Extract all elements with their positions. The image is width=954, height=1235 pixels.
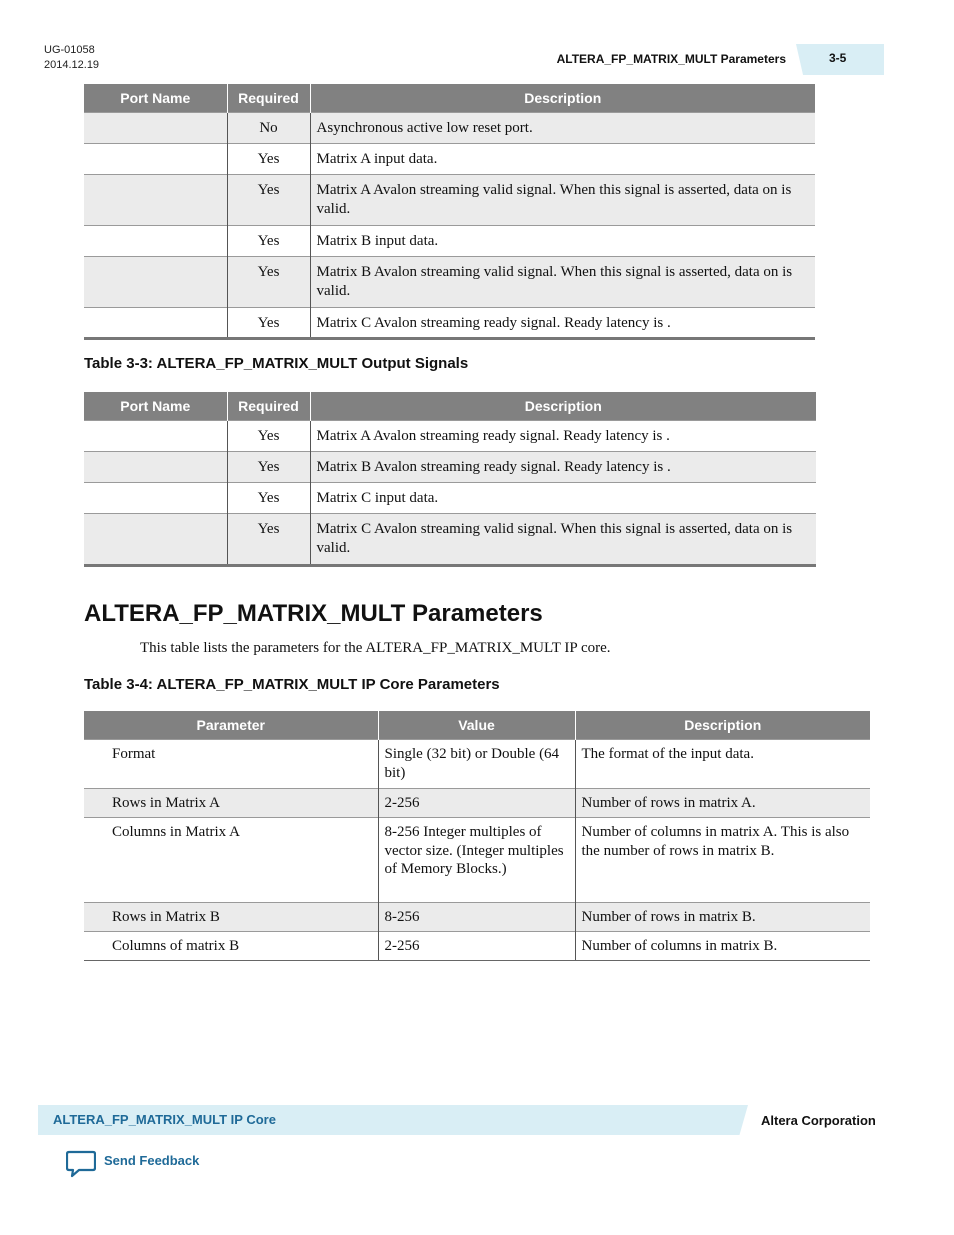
required-cell: Yes	[227, 226, 310, 257]
table-caption-parameters: Table 3-4: ALTERA_FP_MATRIX_MULT IP Core Parameters	[84, 676, 500, 693]
parameter-cell: Format	[84, 740, 378, 789]
required-cell: Yes	[227, 514, 310, 566]
table-row	[84, 903, 870, 932]
required-cell: Yes	[227, 175, 310, 226]
value-cell: Single (32 bit) or Double (64 bit)	[378, 740, 575, 789]
table-row	[84, 483, 816, 514]
table-row	[84, 789, 870, 818]
required-cell: Yes	[227, 308, 310, 339]
port-name-cell	[84, 514, 227, 566]
speech-bubble-icon[interactable]	[66, 1150, 96, 1183]
description-cell: Number of rows in matrix B.	[575, 903, 870, 932]
description-cell: Matrix B Avalon streaming valid signal. When this signal is asserted, data on is valid.	[310, 257, 815, 308]
table-row	[84, 308, 815, 339]
document-id	[44, 43, 99, 73]
value-cell: 2-256	[378, 789, 575, 818]
table-row	[84, 226, 815, 257]
table-row	[84, 175, 815, 226]
parameter-cell: Columns in Matrix A	[84, 818, 378, 903]
column-header-description: Description	[310, 392, 816, 421]
intro-paragraph: This table lists the parameters for the ALTERA_FP_MATRIX_MULT IP core.	[140, 640, 611, 656]
column-header-port-name: Port Name	[84, 84, 227, 113]
table-row	[84, 421, 816, 452]
table-row	[84, 144, 815, 175]
required-cell: Yes	[227, 483, 310, 514]
parameter-cell: Columns of matrix B	[84, 932, 378, 961]
doc-date: 2014.12.19	[44, 59, 100, 71]
output-signals-table	[84, 392, 816, 567]
description-cell: Number of rows in matrix A.	[575, 789, 870, 818]
description-cell: Matrix A input data.	[310, 144, 815, 175]
doc-number: UG-01058	[44, 44, 95, 56]
table-row	[84, 257, 815, 308]
port-name-cell	[84, 257, 227, 308]
table-row	[84, 740, 870, 789]
port-name-cell	[84, 113, 227, 144]
parameter-cell: Rows in Matrix B	[84, 903, 378, 932]
description-cell: Matrix C input data.	[310, 483, 816, 514]
description-cell: Matrix B Avalon streaming ready signal. Ready latency is .	[310, 452, 816, 483]
description-cell: Number of columns in matrix A. This is also the number of rows in matrix B.	[575, 818, 870, 903]
column-header-value: Value	[378, 711, 575, 740]
table-row	[84, 452, 816, 483]
parameters-table	[84, 711, 870, 961]
port-name-cell	[84, 175, 227, 226]
parameter-cell: Rows in Matrix A	[84, 789, 378, 818]
table-row	[84, 113, 815, 144]
running-title: ALTERA_FP_MATRIX_MULT Parameters	[556, 52, 786, 66]
description-cell: Number of columns in matrix B.	[575, 932, 870, 961]
send-feedback-link[interactable]: Send Feedback	[104, 1153, 200, 1168]
footer-company: Altera Corporation	[761, 1113, 876, 1128]
column-header-required: Required	[227, 84, 310, 113]
description-cell: Matrix C Avalon streaming valid signal. When this signal is asserted, data on is valid.	[310, 514, 816, 566]
description-cell: Matrix B input data.	[310, 226, 815, 257]
port-name-cell	[84, 421, 227, 452]
port-name-cell	[84, 483, 227, 514]
port-name-cell	[84, 144, 227, 175]
column-header-description: Description	[575, 711, 870, 740]
table-row	[84, 818, 870, 903]
required-cell: Yes	[227, 257, 310, 308]
required-cell: Yes	[227, 421, 310, 452]
port-name-cell	[84, 452, 227, 483]
description-cell: Matrix A Avalon streaming ready signal. Ready latency is .	[310, 421, 816, 452]
column-header-description: Description	[310, 84, 815, 113]
value-cell: 2-256	[378, 932, 575, 961]
required-cell: Yes	[227, 144, 310, 175]
description-cell: Matrix A Avalon streaming valid signal. When this signal is asserted, data on is valid.	[310, 175, 815, 226]
table-caption-output-signals: Table 3-3: ALTERA_FP_MATRIX_MULT Output Signals	[84, 355, 469, 372]
description-cell: The format of the input data.	[575, 740, 870, 789]
input-signals-table	[84, 84, 815, 340]
table-row	[84, 514, 816, 566]
section-heading: ALTERA_FP_MATRIX_MULT Parameters	[84, 600, 543, 627]
value-cell: 8-256 Integer multiples of vector size. (Integer multiples of Memory Blocks.)	[378, 818, 575, 903]
description-cell: Asynchronous active low reset port.	[310, 113, 815, 144]
column-header-port-name: Port Name	[84, 392, 227, 421]
page-number: 3-5	[829, 51, 847, 65]
column-header-parameter: Parameter	[84, 711, 378, 740]
port-name-cell	[84, 226, 227, 257]
value-cell: 8-256	[378, 903, 575, 932]
footer-chapter-title: ALTERA_FP_MATRIX_MULT IP Core	[53, 1112, 276, 1127]
required-cell: No	[227, 113, 310, 144]
description-cell: Matrix C Avalon streaming ready signal. Ready latency is .	[310, 308, 815, 339]
required-cell: Yes	[227, 452, 310, 483]
table-row	[84, 932, 870, 961]
column-header-required: Required	[227, 392, 310, 421]
port-name-cell	[84, 308, 227, 339]
